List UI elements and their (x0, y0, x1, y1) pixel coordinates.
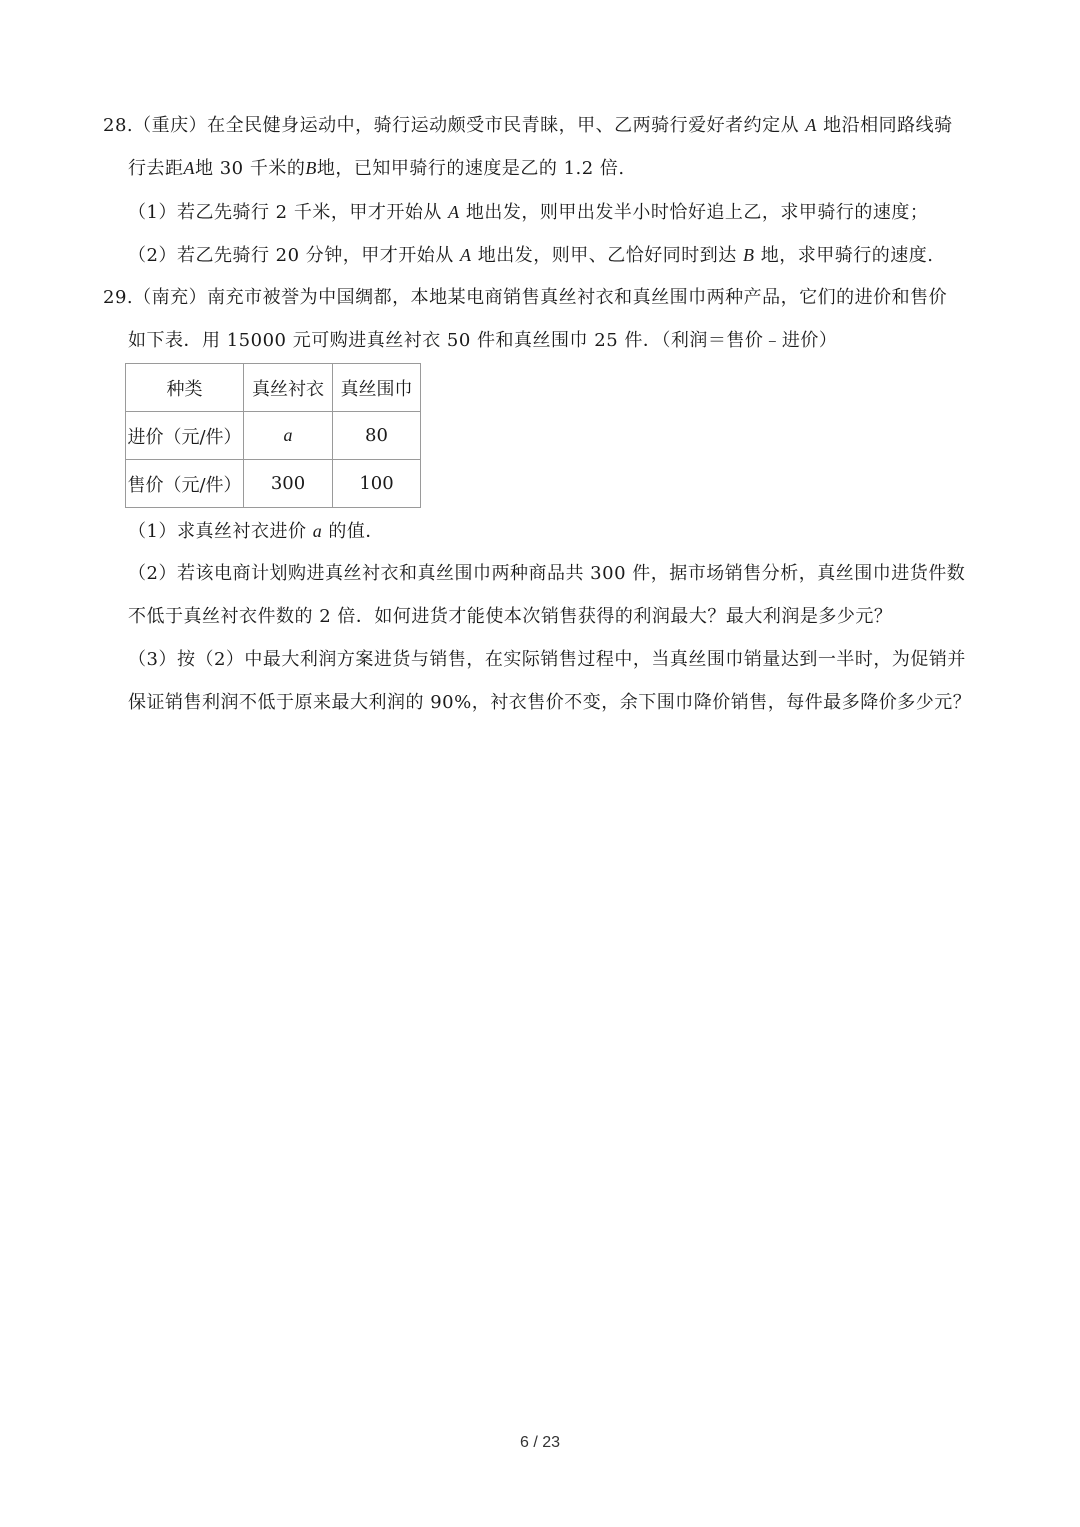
q29-number: 29. (103, 287, 134, 308)
table-cell: 300 (244, 460, 333, 508)
q28-p2-text-a: （2）若乙先骑行 20 分钟，甲才开始从 (128, 245, 454, 266)
q28-part-1 (128, 200, 928, 225)
q28-p1-text-a: （1）若乙先骑行 2 千米，甲才开始从 (128, 202, 442, 223)
q29-line-2 (128, 329, 837, 353)
q28-p2-text-b: 地出发，则甲、乙恰好同时到达 (477, 245, 737, 266)
table-header-cell: 真丝围巾 (333, 364, 421, 412)
q29-part-3-line-2 (128, 691, 971, 715)
table-row (126, 412, 421, 460)
q28-p2-var-A: A (460, 245, 472, 265)
q29-p1-text-a: （1）求真丝衬衣进价 (128, 521, 307, 542)
q29-p2-text-2: 不低于真丝衬衣件数的 2 倍．如何进货才能使本次销售获得的利润最大？最大利润是多少元？ (128, 606, 893, 627)
q28-p2-text-c: 地，求甲骑行的速度. (760, 245, 934, 266)
q28-p1-text-b: 地出发，则甲出发半小时恰好追上乙，求甲骑行的速度； (465, 202, 929, 223)
q28-text-2b: 地 30 千米的 (195, 158, 306, 179)
table-cell: a (244, 412, 333, 460)
q29-part-2-line-2 (128, 605, 892, 629)
q29-p1-text-b: 的值． (328, 521, 384, 542)
page-number: 6 / 23 (519, 1434, 561, 1451)
price-table (125, 363, 421, 508)
q28-var-B: B (305, 158, 317, 178)
q28-source: （重庆） (133, 115, 208, 136)
q29-part-3-line-1 (128, 648, 966, 672)
q29-source: （南充） (133, 287, 208, 308)
q28-line-2 (128, 156, 625, 181)
q28-text-2c: 地，已知甲骑行的速度是乙的 1.2 倍. (316, 158, 625, 179)
q28-text-1a: 在全民健身运动中，骑行运动颇受市民青睐，甲、乙两骑行爱好者约定从 (207, 115, 800, 136)
q29-part-1 (128, 519, 384, 544)
q28-p1-var-A: A (448, 202, 460, 222)
q29-p2-text-1: （2）若该电商计划购进真丝衬衣和真丝围巾两种商品共 300 件，据市场销售分析，真丝围巾进货件数 (128, 563, 966, 584)
table-header-cell: 真丝衬衣 (244, 364, 333, 412)
table-cell: 100 (333, 460, 421, 508)
q28-part-2 (128, 243, 933, 268)
q28-line-1 (103, 113, 953, 138)
table-cell: 80 (333, 412, 421, 460)
q29-var-a: a (312, 521, 323, 541)
q29-text-2: 如下表．用 15000 元可购进真丝衬衣 50 件和真丝围巾 25 件．（利润＝售价﹣进价） (128, 330, 838, 351)
q29-part-2-line-1 (128, 562, 965, 586)
q29-p3-text-2: 保证销售利润不低于原来最大利润的 90%，衬衣售价不变，余下围巾降价销售，每件最多降价多少元？ (128, 692, 972, 713)
table-header-row (126, 364, 421, 412)
table-row (126, 460, 421, 508)
table-cell: 售价（元/件） (126, 460, 244, 508)
q29-line-1 (103, 286, 947, 310)
q29-text-1: 南充市被誉为中国绸都，本地某电商销售真丝衬衣和真丝围巾两种产品，它们的进价和售价 (207, 287, 948, 308)
table-cell: 进价（元/件） (126, 412, 244, 460)
q28-text-1b: 地沿相同路线骑 (823, 115, 953, 136)
q28-number: 28. (103, 115, 134, 136)
q29-p3-text-1: （3）按（2）中最大利润方案进货与销售，在实际销售过程中，当真丝围巾销量达到一半时，为促销并 (128, 649, 966, 670)
q28-p2-var-B: B (743, 245, 755, 265)
q28-text-2a: 行去距 (128, 158, 184, 179)
table-header-cell: 种类 (126, 364, 244, 412)
q28-var-A-2: A (183, 158, 195, 178)
q28-var-A: A (805, 115, 817, 135)
